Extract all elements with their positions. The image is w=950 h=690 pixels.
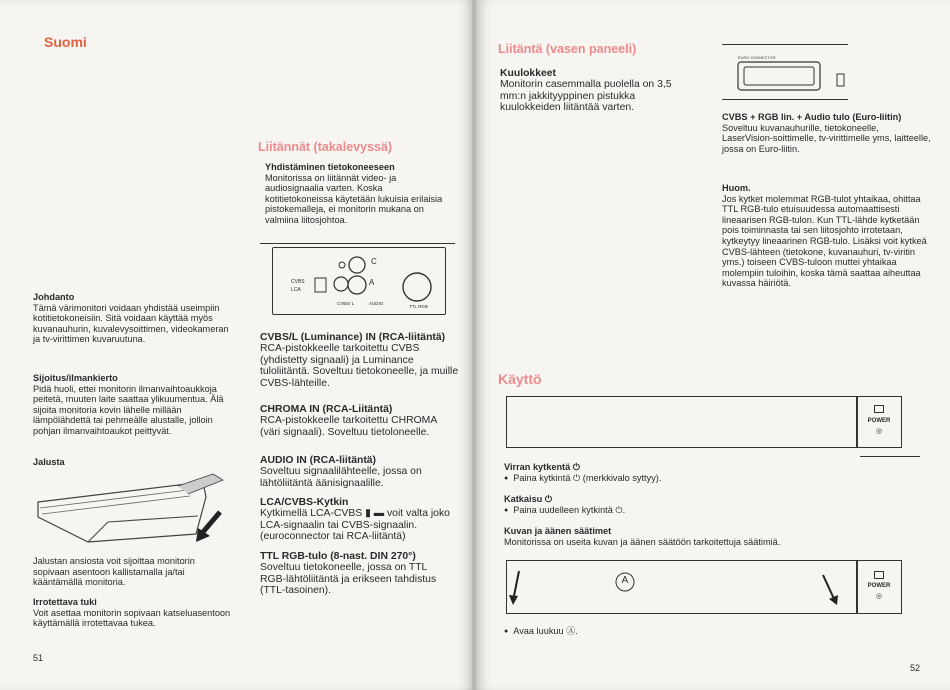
intro-body: Tämä värimonitori voidaan yhdistää useimpiin kotitietokoneisiin. Sitä voidaan käyttää myös kuvanauhurin, kuvalevysoittimen, videokameran ja tv-virittimen kuvaruutuna. (33, 302, 229, 345)
power-led-icon: ◎ (875, 428, 883, 435)
note-section (722, 183, 934, 289)
ttl-heading: TTL RGB-tulo (8-nast. DIN 270°) (260, 551, 416, 562)
euro-body: Soveltuu kuvanauhurille, tietokoneelle, LaserVision-soittimelle, tv-virittimelle yms, laitteelle, jossa on Euro-liitin. (722, 122, 931, 154)
front-connections-title: Liitäntä (vasen paneeli) (498, 42, 637, 56)
label-audio: AUDIO (369, 301, 384, 306)
rear-connections-title: Liitännät (takalevyssä) (258, 140, 393, 154)
stand-heading: Jalusta (33, 457, 65, 467)
open-door-step: ● Avaa luukuu Ⓐ. (504, 626, 578, 638)
label-cvbs: CVBS (291, 279, 305, 285)
cvbs-section (260, 332, 460, 389)
switch-section (260, 497, 460, 543)
adjust-heading: Kuvan ja äänen säätimet (504, 526, 612, 536)
euro-top-rule (722, 44, 848, 45)
power-off-section (504, 494, 824, 516)
note-heading: Huom. (722, 183, 751, 193)
euro-bottom-rule (722, 99, 848, 100)
ttl-section (260, 551, 455, 597)
cvbs-heading: CVBS/L (Luminance) IN (RCA-liitäntä) (260, 332, 446, 343)
note-body: Jos kytket molemmat RGB-tulot yhtaikaa, ohittaa TTL RGB-tulo etuisuudessa automaattisesti lineaarisen RGB-tulon. Kun TTL-lähde kytketään pois toiminnasta tai sen liitosjohto irrotetaan, kytkeytyy lineaarinen RGB-tulo. Lisäksi voit kytkeä CVBS-lähteen (tietokone, kuvanauhuri, tv-viritin yms.) toiseen CVBS-tuloon muttei yhtaikaa molempiin tuloihin, koska tämä saattaa aiheuttaa kuvassa häiriötä. (722, 193, 927, 289)
panel-top-rule (260, 243, 455, 244)
headphones-heading: Kuulokkeet (500, 68, 557, 79)
switch-body: Kytkimellä LCA-CVBS ▮ ▬ voit valta joko LCA-signaalin tai CVBS-signaalin. (euroconnector tai RCA-liitäntä) (260, 508, 450, 543)
tilt-heading: Irrotettava tuki (33, 597, 97, 607)
placement-section (33, 373, 238, 437)
use-title: Käyttö (498, 371, 542, 387)
power-off-step: ● Paina uudelleen kytkintä ⏻. (504, 505, 824, 517)
placement-body: Pidä huoli, ettei monitorin ilmanvaihtoaukkoja peitetä, muuten laite saattaa ylikuumentua. Älä sijoita monitoria kovin lähelle millään lämpölähdettä tai pehmeälle alustalle, jolloin pohjan ilmanvaihtoaukot peittyvät. (33, 383, 224, 436)
power-on-step: ● Paina kytkintä ⏻ (merkkivalo syttyy). (504, 473, 824, 485)
power-switch-icon (874, 405, 884, 413)
euro-connector-label: EURO CONNECTOR (738, 56, 776, 60)
power-panel-diagram (506, 396, 858, 448)
power-led-icon-2: ◎ (875, 593, 883, 600)
chroma-section (260, 404, 455, 438)
power-label: POWER (867, 418, 891, 424)
page-number-right: 52 (910, 663, 921, 673)
audio-heading: AUDIO IN (RCA-liitäntä) (260, 455, 377, 466)
headphones-body: Monitorin casemmalla puolella on 3,5 mm:n jakkityyppinen pistukka kuulokkeiden liitäntää varten. (500, 79, 672, 114)
page-number-left: 51 (33, 653, 44, 663)
euro-connector-graphic (734, 60, 854, 96)
adjust-body: Monitorissa on useita kuvan ja äänen säätöön tarkoitettuja säätimiä. (504, 536, 781, 547)
switch-heading: LCA/CVBS-Kytkin (260, 497, 349, 508)
label-lca: LCA (291, 287, 301, 293)
right-page (476, 0, 950, 690)
computer-section (265, 162, 445, 226)
intro-section (33, 292, 233, 345)
euro-section (722, 112, 932, 154)
power-off-heading: Katkaisu ⏻ (504, 494, 553, 504)
tilt-body: Voit asettaa monitorin sopivaan katseluasentoon käyttämällä irrotettavaa tukea. (33, 607, 231, 629)
power-button-panel (856, 396, 902, 448)
cvbs-body: RCA-pistokkeelle tarkoitettu CVBS (yhdistetty signaali) ja Luminance tuloliitäntä. Soveltuu tietokoneelle, ja muille CVBS-lähteille. (260, 343, 459, 389)
chroma-heading: CHROMA IN (RCA-Liitäntä) (260, 404, 393, 415)
adjust-section (504, 526, 904, 547)
euro-heading: CVBS + RGB lin. + Audio tulo (Euro-liitin) (722, 112, 902, 122)
label-a: A (369, 278, 375, 287)
headphones-section (500, 68, 695, 114)
power-button-panel-2 (856, 560, 902, 614)
rear-panel-diagram (272, 247, 446, 315)
label-c: C (371, 257, 377, 266)
chroma-body: RCA-pistokkeelle tarkoitettu CHROMA (väri signaali). Soveltuu tietoloneelle. (260, 415, 437, 438)
power-label-2: POWER (867, 583, 891, 589)
label-ttl-rgb: TTL RGB (409, 304, 428, 309)
computer-body: Monitorissa on liitännät video- ja audiosignaalia varten. Koska kotitietokoneissa käytetään lukuisia erilaisia pistokemalleja, ei monitorin mukana on valmiina liitosjohtoa. (265, 172, 443, 225)
placement-heading: Sijoitus/ilmankierto (33, 373, 118, 383)
audio-section (260, 455, 455, 489)
language-title: Suomi (44, 34, 87, 50)
power-on-section (504, 462, 824, 484)
ttl-body: Soveltuu tietokoneelle, jossa on TTL RGB-lähtöliitäntä ja erikseen tahdistus (TTL-tasoinen). (260, 562, 437, 597)
computer-heading: Yhdistäminen tietokoneeseen (265, 162, 395, 172)
left-page (0, 0, 474, 690)
label-cvbs-l: CVBS/ L (337, 301, 355, 306)
stand-body: Jalustan ansiosta voit sijoittaa monitorin sopivaan asentoon kallistamalla ja/tai kääntämällä monitoria. (33, 556, 195, 588)
stand-illustration (28, 472, 233, 547)
control-door-diagram (506, 560, 858, 614)
power-switch-icon-2 (874, 571, 884, 579)
door-arrows-graphic (507, 561, 857, 613)
tilt-section (33, 597, 238, 629)
audio-body: Soveltuu signaalilähteelle, jossa on lähtöliitäntä äänisignaalille. (260, 466, 422, 489)
panel-divider (860, 456, 920, 457)
power-on-heading: Virran kytkentä ⏻ (504, 462, 581, 472)
door-label-a: A (621, 575, 629, 586)
intro-heading: Johdanto (33, 292, 75, 302)
